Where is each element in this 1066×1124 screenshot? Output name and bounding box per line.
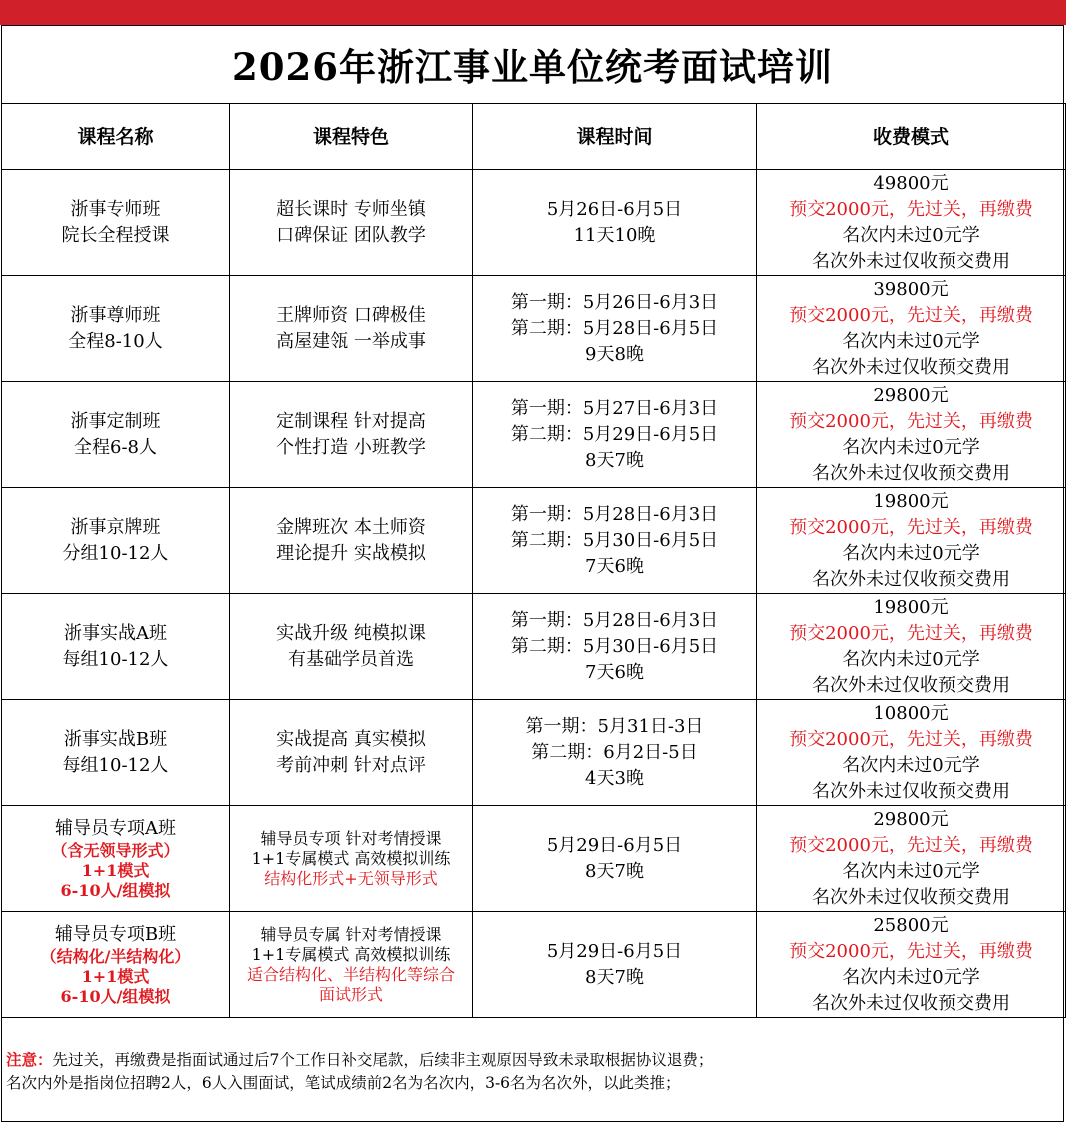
outside-rank-text: 名次外未过仅收预交费用: [812, 674, 1010, 696]
price-value: 19800元: [873, 596, 949, 618]
within-rank-text: 名次内未过0元学: [842, 966, 980, 988]
course-time-cell: [473, 276, 757, 382]
feature-line: 个性打造 小班教学: [276, 436, 426, 458]
table-row: [2, 170, 1066, 276]
course-name-line: 浙事专师班: [70, 198, 161, 220]
note-line-1: [6, 1048, 1056, 1072]
feature-line: 考前冲刺 针对点评: [276, 754, 426, 776]
header-course-name: 课程名称: [2, 104, 230, 170]
header-course-time: 课程时间: [473, 104, 757, 170]
table-row: [2, 276, 1066, 382]
prepay-text: 预交2000元，先过关，再缴费: [789, 410, 1033, 432]
outside-rank-text: 名次外未过仅收预交费用: [812, 886, 1010, 908]
course-name-cell: [2, 382, 230, 488]
course-features-cell: [230, 170, 473, 276]
outside-rank-text: 名次外未过仅收预交费用: [812, 568, 1010, 590]
within-rank-text: 名次内未过0元学: [842, 648, 980, 670]
note-label: 注意：: [6, 1050, 53, 1069]
outside-rank-text: 名次外未过仅收预交费用: [812, 462, 1010, 484]
course-features-cell: [230, 806, 473, 912]
course-mode-line: （含无领导形式）: [51, 840, 180, 860]
within-rank-text: 名次内未过0元学: [842, 436, 980, 458]
course-name-line: 全程6-8人: [74, 436, 157, 458]
prepay-text: 预交2000元，先过关，再缴费: [789, 622, 1033, 644]
table-row: [2, 382, 1066, 488]
course-time-cell: [473, 700, 757, 806]
feature-line: 超长课时 专师坐镇: [276, 198, 426, 220]
course-table: [1, 103, 1066, 1018]
feature-highlight-line: 面试形式: [318, 984, 383, 1004]
course-mode-line: （结构化/半结构化）: [40, 946, 191, 966]
course-name-line: 院长全程授课: [61, 224, 170, 246]
prepay-text: 预交2000元，先过关，再缴费: [789, 198, 1033, 220]
time-line: 8天7晚: [585, 449, 644, 471]
course-time-cell: [473, 170, 757, 276]
feature-line: 口碑保证 团队教学: [276, 224, 426, 246]
feature-line: 辅导员专项 针对考情授课: [260, 828, 442, 848]
course-time-cell: [473, 594, 757, 700]
fee-cell: [757, 170, 1066, 276]
time-line: 5月29日-6月5日: [546, 940, 683, 962]
feature-line: 定制课程 针对提高: [276, 410, 426, 432]
course-name-cell: [2, 488, 230, 594]
course-features-cell: [230, 488, 473, 594]
time-line: 5月29日-6月5日: [546, 834, 683, 856]
prepay-text: 预交2000元，先过关，再缴费: [789, 834, 1033, 856]
feature-line: 辅导员专属 针对考情授课: [260, 924, 442, 944]
feature-line: 1+1专属模式 高效模拟训练: [251, 944, 451, 964]
time-line: 第一期：5月28日-6月3日: [510, 609, 719, 631]
feature-line: 王牌师资 口碑极佳: [276, 304, 426, 326]
course-features-cell: [230, 594, 473, 700]
fee-cell: [757, 382, 1066, 488]
table-row: [2, 912, 1066, 1018]
course-mode-line: 6-10人/组模拟: [60, 880, 171, 900]
time-line: 第二期：5月28日-6月5日: [510, 317, 719, 339]
fee-cell: [757, 700, 1066, 806]
price-value: 19800元: [873, 490, 949, 512]
course-features-cell: [230, 276, 473, 382]
price-value: 25800元: [873, 914, 949, 936]
course-features-cell: [230, 912, 473, 1018]
course-name-line: 辅导员专项A班: [55, 817, 176, 839]
time-line: 第二期：5月30日-6月5日: [510, 635, 719, 657]
course-name-cell: [2, 594, 230, 700]
time-line: 第一期：5月27日-6月3日: [510, 397, 719, 419]
time-line: 5月26日-6月5日: [546, 198, 683, 220]
time-line: 第二期：6月2日-5日: [531, 741, 698, 763]
course-features-cell: [230, 382, 473, 488]
course-name-cell: [2, 912, 230, 1018]
course-name-cell: [2, 276, 230, 382]
fee-cell: [757, 806, 1066, 912]
fee-cell: [757, 912, 1066, 1018]
course-time-cell: [473, 806, 757, 912]
within-rank-text: 名次内未过0元学: [842, 330, 980, 352]
outside-rank-text: 名次外未过仅收预交费用: [812, 992, 1010, 1014]
time-line: 第一期：5月31日-3日: [525, 715, 704, 737]
prepay-text: 预交2000元，先过关，再缴费: [789, 728, 1033, 750]
feature-highlight-line: 适合结构化、半结构化等综合: [246, 964, 455, 984]
course-name-cell: [2, 700, 230, 806]
table-row: [2, 806, 1066, 912]
time-line: 7天6晚: [585, 661, 644, 683]
course-name-line: 全程8-10人: [68, 330, 163, 352]
course-name-line: 辅导员专项B班: [54, 923, 177, 945]
feature-line: 1+1专属模式 高效模拟训练: [251, 848, 451, 868]
price-value: 39800元: [873, 278, 949, 300]
outside-rank-text: 名次外未过仅收预交费用: [812, 250, 1010, 272]
price-value: 49800元: [873, 172, 949, 194]
fee-cell: [757, 488, 1066, 594]
feature-line: 实战升级 纯模拟课: [276, 622, 426, 644]
course-name-line: 浙事尊师班: [70, 304, 161, 326]
course-mode-line: 1+1模式: [81, 966, 150, 986]
within-rank-text: 名次内未过0元学: [842, 860, 980, 882]
note-text-1: 先过关，再缴费是指面试通过后7个工作日补交尾款，后续非主观原因导致未录取根据协议退费；: [52, 1051, 714, 1069]
time-line: 第二期：5月30日-6月5日: [510, 529, 719, 551]
course-name-line: 每组10-12人: [62, 754, 169, 776]
time-line: 8天7晚: [585, 860, 644, 882]
top-accent-bar: [0, 0, 1066, 25]
prepay-text: 预交2000元，先过关，再缴费: [789, 516, 1033, 538]
course-name-cell: [2, 170, 230, 276]
time-line: 第一期：5月26日-6月3日: [510, 291, 719, 313]
time-line: 11天10晚: [573, 224, 656, 246]
course-features-cell: [230, 700, 473, 806]
header-fee-mode: 收费模式: [757, 104, 1066, 170]
feature-line: 金牌班次 本土师资: [276, 516, 426, 538]
within-rank-text: 名次内未过0元学: [842, 224, 980, 246]
fee-cell: [757, 594, 1066, 700]
feature-line: 有基础学员首选: [288, 648, 414, 670]
price-value: 10800元: [873, 702, 949, 724]
time-line: 7天6晚: [585, 555, 644, 577]
course-name-line: 分组10-12人: [62, 542, 169, 564]
feature-highlight-line: 结构化形式+无领导形式: [264, 868, 438, 888]
outside-rank-text: 名次外未过仅收预交费用: [812, 780, 1010, 802]
course-name-line: 浙事实战A班: [64, 622, 167, 644]
time-line: 第二期：5月29日-6月5日: [510, 423, 719, 445]
page-title: 2026年浙江事业单位统考面试培训: [1, 25, 1064, 104]
table-row: [2, 700, 1066, 806]
course-name-cell: [2, 806, 230, 912]
course-name-line: 每组10-12人: [62, 648, 169, 670]
notes-section: [6, 1048, 1056, 1095]
fee-cell: [757, 276, 1066, 382]
header-course-features: 课程特色: [230, 104, 473, 170]
course-name-line: 浙事京牌班: [70, 516, 161, 538]
time-line: 第一期：5月28日-6月3日: [510, 503, 719, 525]
course-name-line: 浙事实战B班: [63, 728, 168, 750]
feature-line: 理论提升 实战模拟: [276, 542, 426, 564]
price-value: 29800元: [873, 808, 949, 830]
table-row: [2, 594, 1066, 700]
prepay-text: 预交2000元，先过关，再缴费: [789, 940, 1033, 962]
prepay-text: 预交2000元，先过关，再缴费: [789, 304, 1033, 326]
course-time-cell: [473, 382, 757, 488]
note-line-2: 名次内外是指岗位招聘2人，6人入围面试，笔试成绩前2名为名次内，3-6名为名次外，以此类推；: [6, 1074, 681, 1092]
table-header-row: [2, 104, 1066, 170]
time-line: 9天8晚: [585, 343, 644, 365]
course-mode-line: 6-10人/组模拟: [60, 986, 171, 1006]
course-time-cell: [473, 488, 757, 594]
within-rank-text: 名次内未过0元学: [842, 754, 980, 776]
course-time-cell: [473, 912, 757, 1018]
course-mode-line: 1+1模式: [81, 860, 150, 880]
feature-line: 高屋建瓴 一举成事: [276, 330, 426, 352]
price-value: 29800元: [873, 384, 949, 406]
feature-line: 实战提高 真实模拟: [276, 728, 426, 750]
course-name-line: 浙事定制班: [70, 410, 161, 432]
table-row: [2, 488, 1066, 594]
time-line: 8天7晚: [585, 966, 644, 988]
outside-rank-text: 名次外未过仅收预交费用: [812, 356, 1010, 378]
within-rank-text: 名次内未过0元学: [842, 542, 980, 564]
time-line: 4天3晚: [585, 767, 644, 789]
